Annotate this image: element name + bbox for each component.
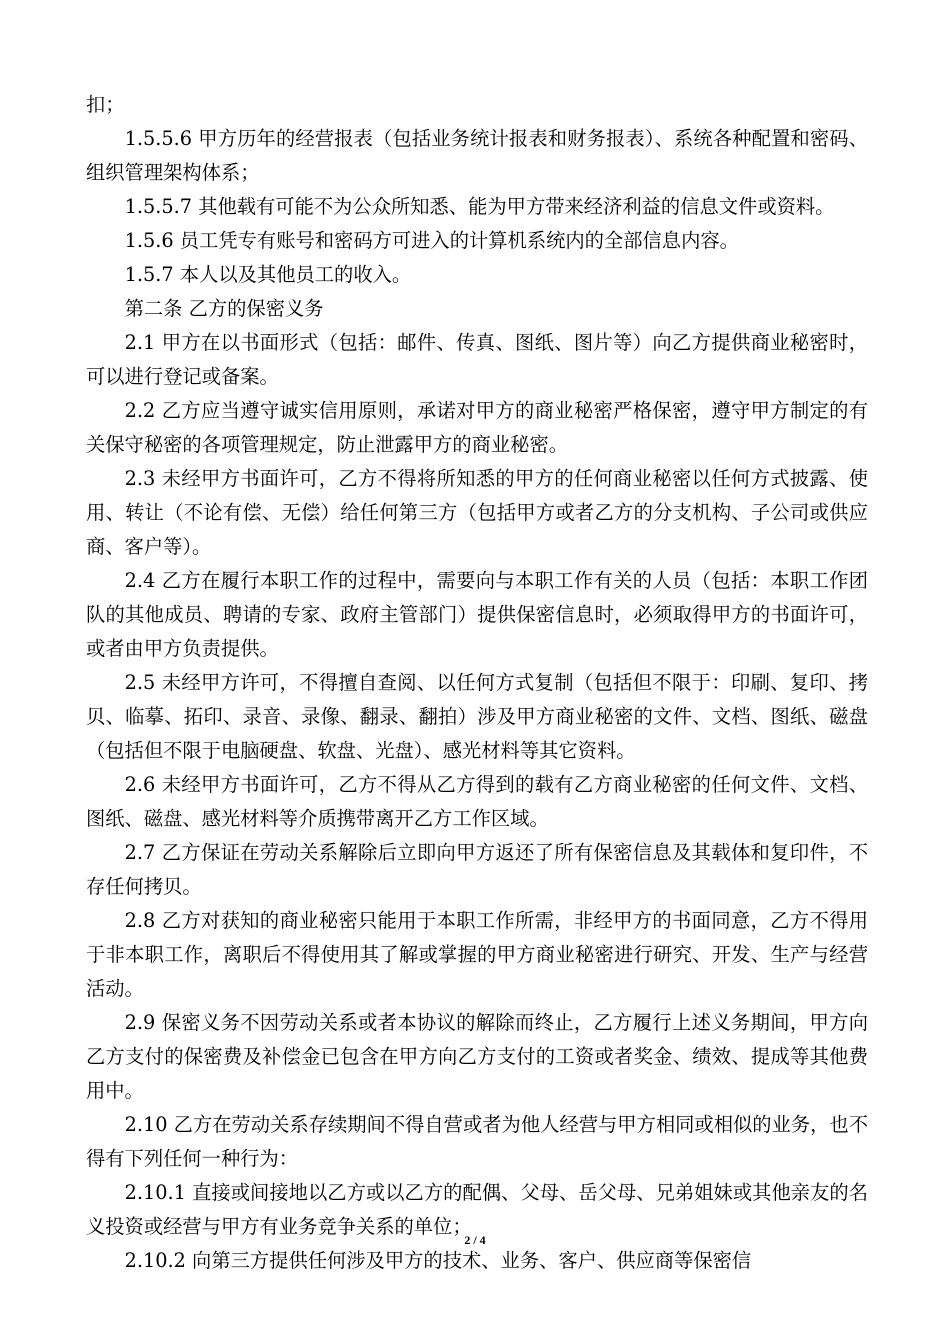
clause-1-5-5-7: 1.5.5.7 其他载有可能不为公众所知悉、能为甲方带来经济利益的信息文件或资料。 — [124, 195, 835, 218]
clause-2-9: 2.9 保密义务不因劳动关系或者本协议的解除而终止，乙方履行上述义务期间，甲方向乙方支付的保密费及补偿金已包含在甲方向乙方支付的工资或者奖金、绩效、提成等其他费用中。 — [86, 1011, 868, 1102]
clause-1-5-7: 1.5.7 本人以及其他员工的收入。 — [124, 263, 412, 286]
document-body — [86, 88, 868, 1278]
article-2-heading: 第二条 乙方的保密义务 — [124, 297, 324, 320]
clause-2-5: 2.5 未经甲方许可，不得擅自查阅、以任何方式复制（包括但不限于：印刷、复印、拷贝、临摹、拓印、录音、录像、翻录、翻拍）涉及甲方商业秘密的文件、文档、图纸、磁盘（包括但不限于电脑硬盘、软盘、光盘）、感光材料等其它资料。 — [86, 671, 868, 762]
clause-2-3: 2.3 未经甲方书面许可，乙方不得将所知悉的甲方的任何商业秘密以任何方式披露、使用、转让（不论有偿、无偿）给任何第三方（包括甲方或者乙方的分支机构、子公司或供应商、客户等）。 — [86, 467, 868, 558]
clause-2-2: 2.2 乙方应当遵守诚实信用原则，承诺对甲方的商业秘密严格保密，遵守甲方制定的有关保守秘密的各项管理规定，防止泄露甲方的商业秘密。 — [86, 399, 868, 456]
clause-2-10-2: 2.10.2 向第三方提供任何涉及甲方的技术、业务、客户、供应商等保密信 — [124, 1249, 752, 1272]
clause-2-6: 2.6 未经甲方书面许可，乙方不得从乙方得到的载有乙方商业秘密的任何文件、文档、图纸、磁盘、感光材料等介质携带离开乙方工作区域。 — [86, 773, 868, 830]
clause-2-1: 2.1 甲方在以书面形式（包括：邮件、传真、图纸、图片等）向乙方提供商业秘密时，可以进行登记或备案。 — [86, 331, 868, 388]
clause-1-5-5-6: 1.5.5.6 甲方历年的经营报表（包括业务统计报表和财务报表）、系统各种配置和密码、组织管理架构体系； — [86, 127, 868, 184]
page-number: 2 / 4 — [464, 1233, 486, 1247]
clause-2-4: 2.4 乙方在履行本职工作的过程中，需要向与本职工作有关的人员（包括：本职工作团队的其他成员、聘请的专家、政府主管部门）提供保密信息时，必须取得甲方的书面许可，或者由甲方负责提供。 — [86, 569, 868, 660]
clause-1-5-6: 1.5.6 员工凭专有账号和密码方可进入的计算机系统内的全部信息内容。 — [124, 229, 739, 252]
clause-2-7: 2.7 乙方保证在劳动关系解除后立即向甲方返还了所有保密信息及其载体和复印件，不存任何拷贝。 — [86, 841, 868, 898]
clause-2-10: 2.10 乙方在劳动关系存续期间不得自营或者为他人经营与甲方相同或相似的业务，也不得有下列任何一种行为： — [86, 1113, 868, 1170]
clause-2-10-1: 2.10.1 直接或间接地以乙方或以乙方的配偶、父母、岳父母、兄弟姐妹或其他亲友的名义投资或经营与甲方有业务竞争关系的单位； — [86, 1181, 868, 1238]
paragraph-continuation: 扣； — [86, 93, 125, 116]
clause-2-8: 2.8 乙方对获知的商业秘密只能用于本职工作所需，非经甲方的书面同意，乙方不得用于非本职工作，离职后不得使用其了解或掌握的甲方商业秘密进行研究、开发、生产与经营活动。 — [86, 909, 868, 1000]
